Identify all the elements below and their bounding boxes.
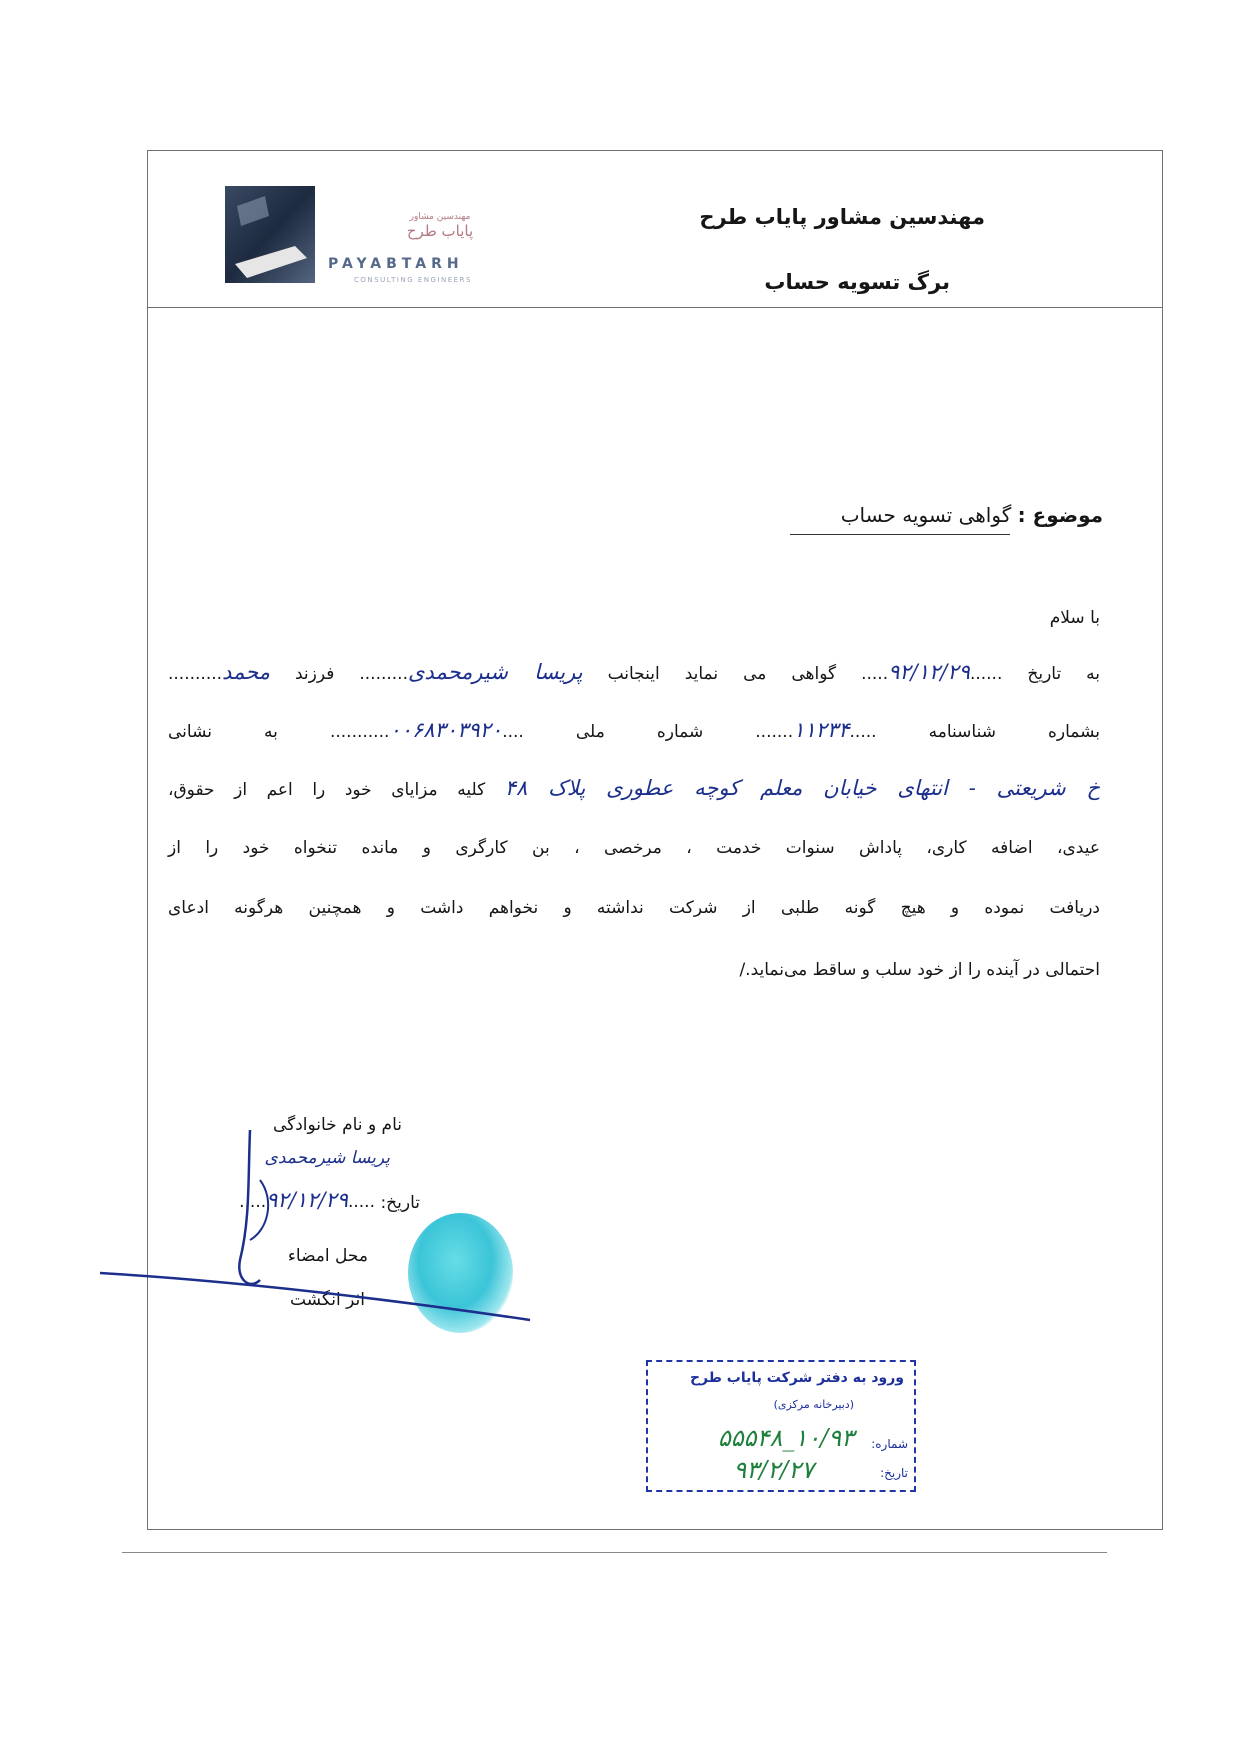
stamp-date-label: تاریخ: (880, 1466, 908, 1480)
employee-name: پریسا شیرمحمدی (408, 660, 583, 684)
salutation: با سلام (1049, 608, 1100, 628)
father-name: محمد (222, 660, 271, 684)
subject-label: موضوع : (1017, 503, 1103, 527)
name-label: نام و نام خانوادگی (272, 1115, 402, 1135)
filled-field: محمد.......... (168, 660, 271, 684)
stamp-number: ۱۰/۹۳_۵۵۵۴۸ (717, 1424, 854, 1452)
body-line-3 (168, 776, 1100, 800)
filled-field: ....۰۰۶۸۳۰۳۹۲۰........... (329, 718, 524, 742)
stamp-date: ۹۳/۲/۲۷ (733, 1456, 814, 1484)
logo-text-english: PAYABTARH (328, 256, 464, 272)
filled-field: ......۹۲/۱۲/۲۹..... (861, 660, 1003, 684)
date-label: تاریخ: (380, 1193, 420, 1213)
body-line-2 (168, 718, 1100, 742)
bottom-rule (122, 1552, 1107, 1553)
text-segment: به تاریخ (1027, 664, 1101, 684)
logo-text-persian: مهندسین مشاور پایاب طرح (406, 212, 474, 240)
date-value: ۹۲/۱۲/۲۹ (266, 1188, 348, 1212)
filled-field: پریسا شیرمحمدی......... (359, 660, 583, 684)
stamp-title: ورود به دفتر شرکت پایاب طرح (689, 1370, 904, 1386)
fingerprint-label: اثر انگشت (290, 1290, 365, 1310)
text-segment: کلیه مزایای خود را اعم از حقوق، (168, 780, 486, 800)
company-logo-icon (225, 186, 315, 283)
header-divider (147, 307, 1163, 308)
subject (841, 503, 1103, 527)
date-value: ۹۲/۱۲/۲۹ (888, 660, 970, 684)
stamp-subtitle: (دبیرخانه مرکزی) (773, 1398, 854, 1411)
body-line-6: احتمالی در آینده را از خود سلب و ساقط می‌نماید./ (739, 960, 1100, 980)
date-field: .....۹۲/۱۲/۲۹..... (239, 1188, 375, 1212)
text-segment: شماره ملی (575, 722, 704, 742)
company-name: مهندسین مشاور پایاب طرح (699, 205, 985, 229)
name-value: پریسا شیرمحمدی (264, 1148, 390, 1168)
text-segment: گواهی می نماید اینجانب (607, 664, 837, 684)
subject-text: گواهی تسویه حساب (840, 503, 1012, 527)
body-line-4: عیدی، اضافه کاری، پاداش سنوات خدمت ، مرخصی ، بن کارگری و مانده تنخواه خود را از (168, 838, 1100, 858)
text-segment: بشماره شناسنامه (928, 722, 1101, 742)
stamp-number-label: شماره: (871, 1437, 908, 1451)
subject-underline (790, 534, 1010, 535)
filled-field: .....۱۱۲۳۴....... (755, 718, 877, 742)
body-line-5: دریافت نموده و هیچ گونه طلبی از شرکت نداشته و نخواهم داشت و همچنین هرگونه ادعای (168, 898, 1100, 918)
registration-stamp (646, 1360, 916, 1492)
logo-subtext: CONSULTING ENGINEERS (354, 276, 472, 284)
text-segment: فرزند (295, 664, 335, 684)
id-number: ۱۱۲۳۴ (793, 718, 850, 742)
signature-scribble (100, 1110, 540, 1330)
address: خ شریعتی - انتهای خیابان معلم کوچه عطوری پلاک ۴۸ (504, 776, 1101, 800)
text-segment: به نشانی (168, 722, 278, 742)
national-id: ۰۰۶۸۳۰۳۹۲۰ (389, 718, 503, 742)
sign-label: محل امضاء (287, 1246, 368, 1266)
body-line-1 (168, 660, 1100, 684)
form-title: برگ تسویه حساب (764, 270, 950, 294)
